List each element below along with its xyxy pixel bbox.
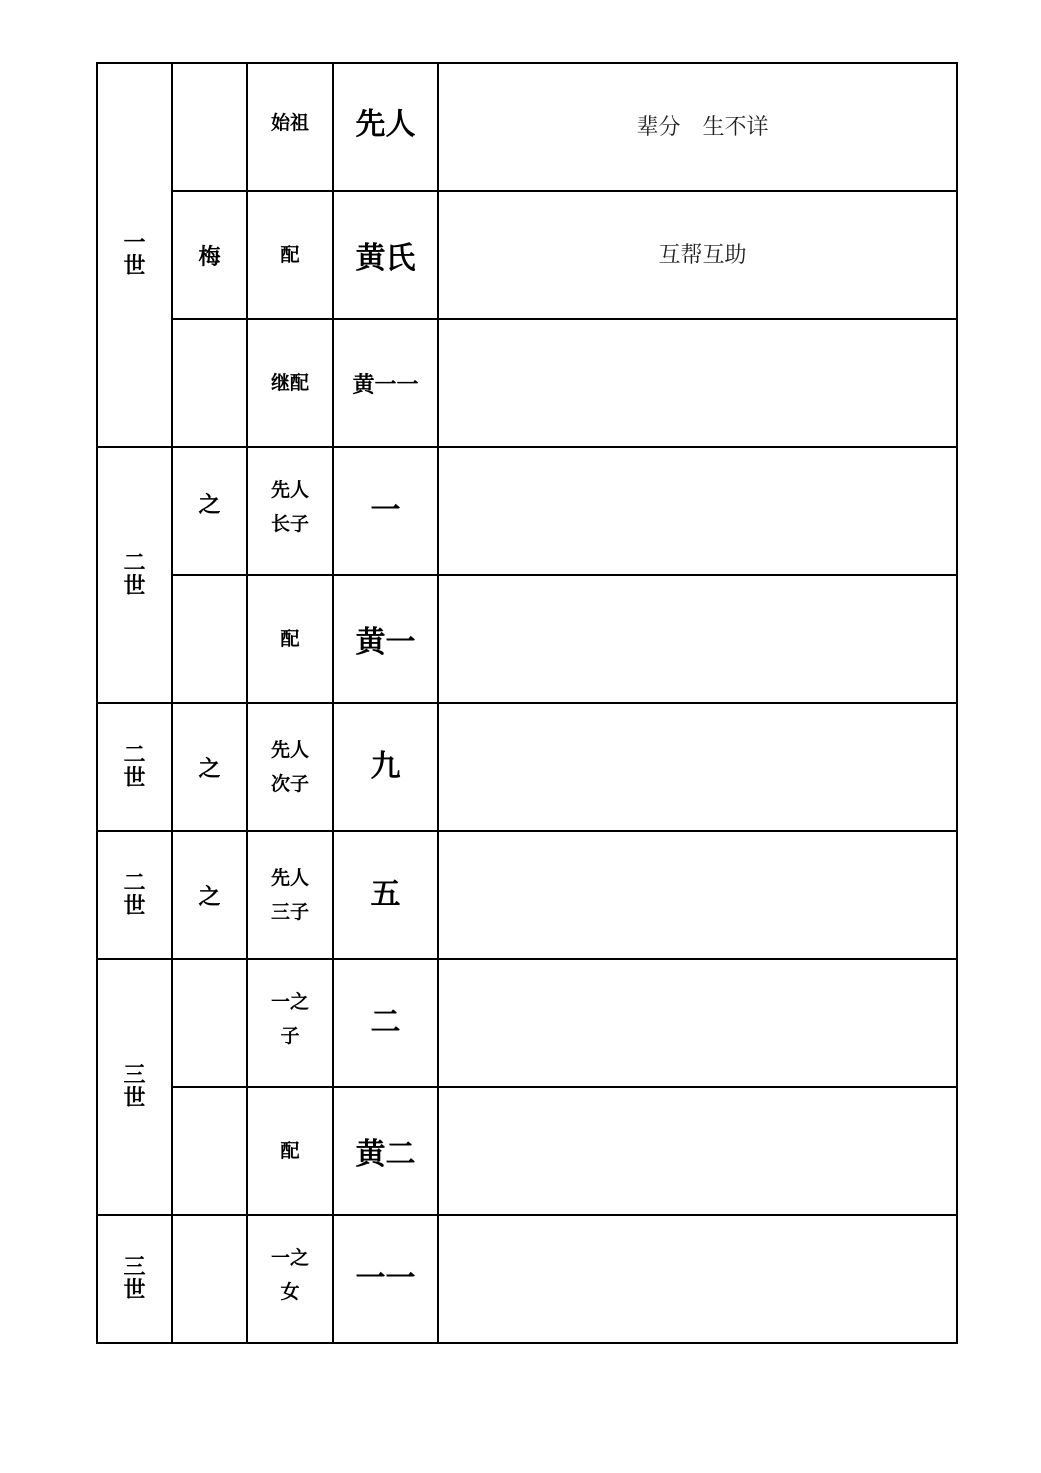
relation-label: 配 — [280, 1140, 300, 1162]
relation-label: 先人长子 — [270, 479, 309, 535]
note-text — [439, 382, 956, 384]
surname-cell — [172, 575, 247, 703]
note-text — [439, 1022, 956, 1024]
surname-label: 梅 — [198, 243, 221, 270]
surname-label: 之 — [198, 883, 221, 910]
surname-cell — [172, 319, 247, 447]
relation-cell — [247, 703, 333, 831]
table-row — [97, 831, 957, 959]
note-text — [439, 766, 956, 768]
table-row — [97, 703, 957, 831]
relation-cell — [247, 319, 333, 447]
notes-cell — [438, 959, 957, 1087]
surname-cell — [172, 831, 247, 959]
notes-cell — [438, 831, 957, 959]
notes-cell — [438, 447, 957, 575]
person-name: 黄二 — [355, 1137, 416, 1172]
generation-cell — [97, 959, 172, 1215]
relation-cell — [247, 959, 333, 1087]
relation-cell — [247, 1087, 333, 1215]
table-row — [97, 63, 957, 191]
surname-cell — [172, 191, 247, 319]
generation-label: 二世 — [123, 549, 146, 599]
note-text: 辈分 生不详 — [636, 115, 769, 140]
notes-cell — [438, 319, 957, 447]
generation-label: 一世 — [123, 229, 146, 279]
note-text — [439, 1150, 956, 1152]
name-cell — [333, 1215, 438, 1343]
note-text — [439, 1278, 956, 1280]
relation-label: 继配 — [270, 372, 309, 394]
notes-cell — [438, 191, 957, 319]
relation-cell — [247, 1215, 333, 1343]
person-name: 先人 — [355, 107, 416, 142]
relation-label: 先人次子 — [270, 739, 309, 795]
generation-label: 三世 — [123, 1253, 146, 1303]
notes-cell — [438, 63, 957, 191]
notes-cell — [438, 1215, 957, 1343]
table-row — [97, 319, 957, 447]
note-text — [439, 510, 956, 512]
relation-cell — [247, 191, 333, 319]
notes-cell — [438, 1087, 957, 1215]
person-name: 黄氏 — [355, 241, 416, 276]
relation-label: 始祖 — [270, 112, 309, 134]
generation-label: 二世 — [123, 741, 146, 791]
relation-cell — [247, 831, 333, 959]
person-name: 二 — [370, 1005, 401, 1040]
relation-cell — [247, 447, 333, 575]
generation-cell — [97, 63, 172, 447]
genealogy-table — [96, 62, 958, 1344]
name-cell — [333, 191, 438, 319]
name-cell — [333, 703, 438, 831]
name-cell — [333, 831, 438, 959]
generation-cell — [97, 703, 172, 831]
surname-cell — [172, 1087, 247, 1215]
person-name: 五 — [370, 877, 401, 912]
table-row — [97, 575, 957, 703]
generation-cell — [97, 831, 172, 959]
table-row — [97, 447, 957, 575]
generation-cell — [97, 1215, 172, 1343]
table-row — [97, 1215, 957, 1343]
person-name: 黄一一 — [352, 371, 419, 398]
person-name: 一一 — [355, 1261, 416, 1296]
surname-cell — [172, 447, 247, 575]
surname-label: 之 — [198, 491, 221, 518]
surname-cell — [172, 959, 247, 1087]
relation-label: 配 — [280, 628, 300, 650]
note-text: 互帮互助 — [658, 243, 747, 268]
note-text — [439, 894, 956, 896]
relation-cell — [247, 575, 333, 703]
table-row — [97, 191, 957, 319]
name-cell — [333, 319, 438, 447]
notes-cell — [438, 703, 957, 831]
relation-label: 一之子 — [270, 991, 309, 1047]
note-text — [439, 638, 956, 640]
surname-cell — [172, 63, 247, 191]
relation-cell — [247, 63, 333, 191]
surname-label: 之 — [198, 755, 221, 782]
person-name: 黄一 — [355, 625, 416, 660]
name-cell — [333, 447, 438, 575]
table-row — [97, 1087, 957, 1215]
name-cell — [333, 63, 438, 191]
notes-cell — [438, 575, 957, 703]
person-name: 九 — [370, 749, 401, 784]
relation-label: 先人三子 — [270, 867, 309, 923]
generation-label: 三世 — [123, 1061, 146, 1111]
name-cell — [333, 1087, 438, 1215]
generation-label: 二世 — [123, 869, 146, 919]
person-name: 一 — [370, 493, 401, 528]
table-row — [97, 959, 957, 1087]
surname-cell — [172, 703, 247, 831]
name-cell — [333, 959, 438, 1087]
generation-cell — [97, 447, 172, 703]
name-cell — [333, 575, 438, 703]
surname-cell — [172, 1215, 247, 1343]
relation-label: 配 — [280, 244, 300, 266]
relation-label: 一之女 — [270, 1247, 309, 1303]
